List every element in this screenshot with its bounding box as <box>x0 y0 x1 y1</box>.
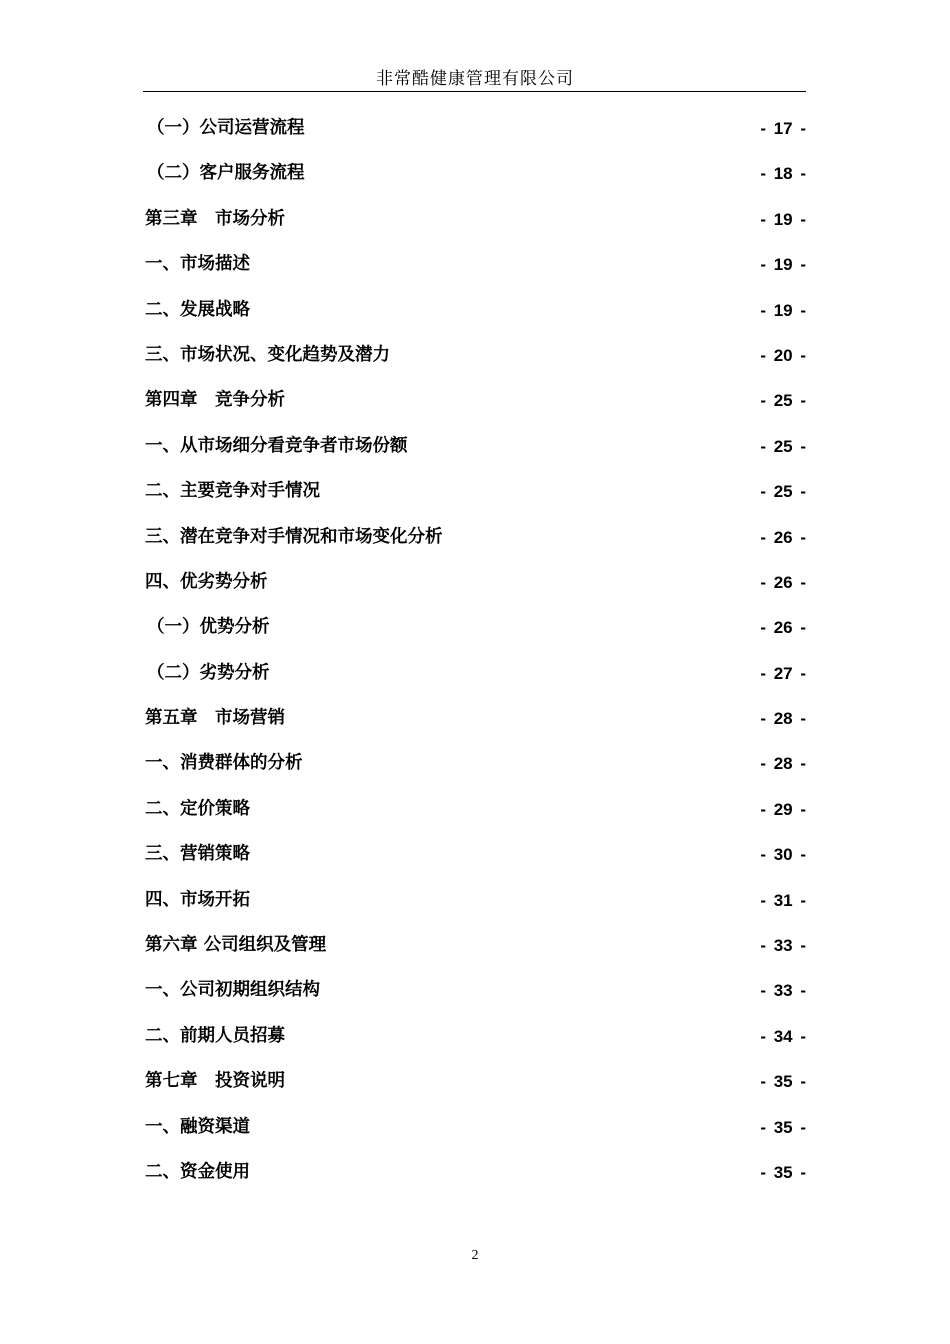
toc-entry-label: 二、资金使用 <box>145 1161 250 1182</box>
toc-entry-label: 二、定价策略 <box>145 798 250 819</box>
toc-entry-label: 一、公司初期组织结构 <box>145 980 320 1001</box>
toc-entry[interactable] <box>145 1059 806 1104</box>
toc-entry-page: - 33 - <box>760 981 806 1001</box>
toc-entry-label: （一）优势分析 <box>147 617 270 638</box>
toc-entry-label: 一、融资渠道 <box>145 1116 250 1137</box>
toc-entry-page: - 27 - <box>760 663 806 683</box>
toc-entry-page: - 18 - <box>760 164 806 184</box>
toc-entry-page: - 17 - <box>760 119 806 138</box>
toc-entry-page: - 33 - <box>760 936 806 956</box>
toc-entry-label: 第七章 投资说明 <box>145 1071 285 1092</box>
toc-entry[interactable] <box>145 424 806 469</box>
toc-entry[interactable] <box>145 106 806 151</box>
toc-entry-label: 四、优劣势分析 <box>145 571 268 592</box>
toc-entry[interactable] <box>145 605 806 650</box>
toc-entry[interactable] <box>145 378 806 423</box>
toc-entry-page: - 34 - <box>760 1026 806 1046</box>
toc-entry-label: 三、营销策略 <box>145 844 250 865</box>
toc-entry-label: 二、主要竞争对手情况 <box>145 481 320 502</box>
toc-entry[interactable] <box>145 696 806 741</box>
toc-entry-page: - 30 - <box>760 845 806 865</box>
toc-entry-page: - 25 - <box>760 482 806 502</box>
toc-entry-page: - 28 - <box>760 754 806 774</box>
toc-entry[interactable] <box>145 923 806 968</box>
toc-entry-page: - 25 - <box>760 391 806 411</box>
toc-entry-page: - 28 - <box>760 709 806 729</box>
toc-entry-page: - 26 - <box>760 527 806 547</box>
toc-entry-label: 一、从市场细分看竞争者市场份额 <box>145 435 408 456</box>
page-header-title: 非常酷健康管理有限公司 <box>376 69 574 89</box>
toc-entry-label: 第五章 市场营销 <box>145 708 285 729</box>
toc-entry-label: 三、市场状况、变化趋势及潜力 <box>145 344 390 365</box>
toc-entry[interactable] <box>145 651 806 696</box>
toc-entry[interactable] <box>145 197 806 242</box>
toc-entry-label: 三、潜在竞争对手情况和市场变化分析 <box>145 526 443 547</box>
toc-entry[interactable] <box>145 832 806 877</box>
toc-entry[interactable] <box>145 469 806 514</box>
toc-entry-page: - 31 - <box>760 890 806 910</box>
toc-entry-label: 一、消费群体的分析 <box>145 753 303 774</box>
toc-entry[interactable] <box>145 288 806 333</box>
toc-entry-page: - 19 - <box>760 255 806 275</box>
toc-entry-page: - 20 - <box>760 345 806 365</box>
toc-entry-page: - 26 - <box>760 572 806 592</box>
toc-entry-label: 一、市场描述 <box>145 254 250 275</box>
header-divider <box>143 91 806 92</box>
toc-entry[interactable] <box>145 787 806 832</box>
toc-entry-page: - 25 - <box>760 436 806 456</box>
toc-entry-label: 第六章 公司组织及管理 <box>145 935 327 956</box>
toc-entry-label: 第三章 市场分析 <box>145 208 285 229</box>
toc-entry-label: 二、前期人员招募 <box>145 1025 285 1046</box>
toc-entry-label: 四、市场开拓 <box>145 889 250 910</box>
toc-entry[interactable] <box>145 741 806 786</box>
toc-entry-label: （一）公司运营流程 <box>147 118 305 138</box>
toc-entry-page: - 19 - <box>760 209 806 229</box>
toc-entry[interactable] <box>145 1105 806 1150</box>
toc-entry[interactable] <box>145 242 806 287</box>
toc-entry-page: - 35 - <box>760 1117 806 1137</box>
toc-entry[interactable] <box>145 968 806 1013</box>
toc-entry[interactable] <box>145 333 806 378</box>
toc-entry-page: - 35 - <box>760 1072 806 1092</box>
toc-entry-label: （二）客户服务流程 <box>147 163 305 184</box>
toc-entry[interactable] <box>145 1014 806 1059</box>
toc-entry-page: - 26 - <box>760 618 806 638</box>
page-number: 2 <box>471 1248 479 1263</box>
toc-entry-label: 第四章 竞争分析 <box>145 390 285 411</box>
table-of-contents <box>145 106 806 1195</box>
toc-entry-page: - 29 - <box>760 799 806 819</box>
toc-entry-label: 二、发展战略 <box>145 299 250 320</box>
toc-entry[interactable] <box>145 1150 806 1195</box>
toc-entry[interactable] <box>145 151 806 196</box>
toc-entry[interactable] <box>145 560 806 605</box>
toc-entry-page: - 19 - <box>760 300 806 320</box>
toc-entry-label: （二）劣势分析 <box>147 662 270 683</box>
toc-entry-page: - 35 - <box>760 1162 806 1182</box>
toc-entry[interactable] <box>145 878 806 923</box>
toc-entry[interactable] <box>145 515 806 560</box>
